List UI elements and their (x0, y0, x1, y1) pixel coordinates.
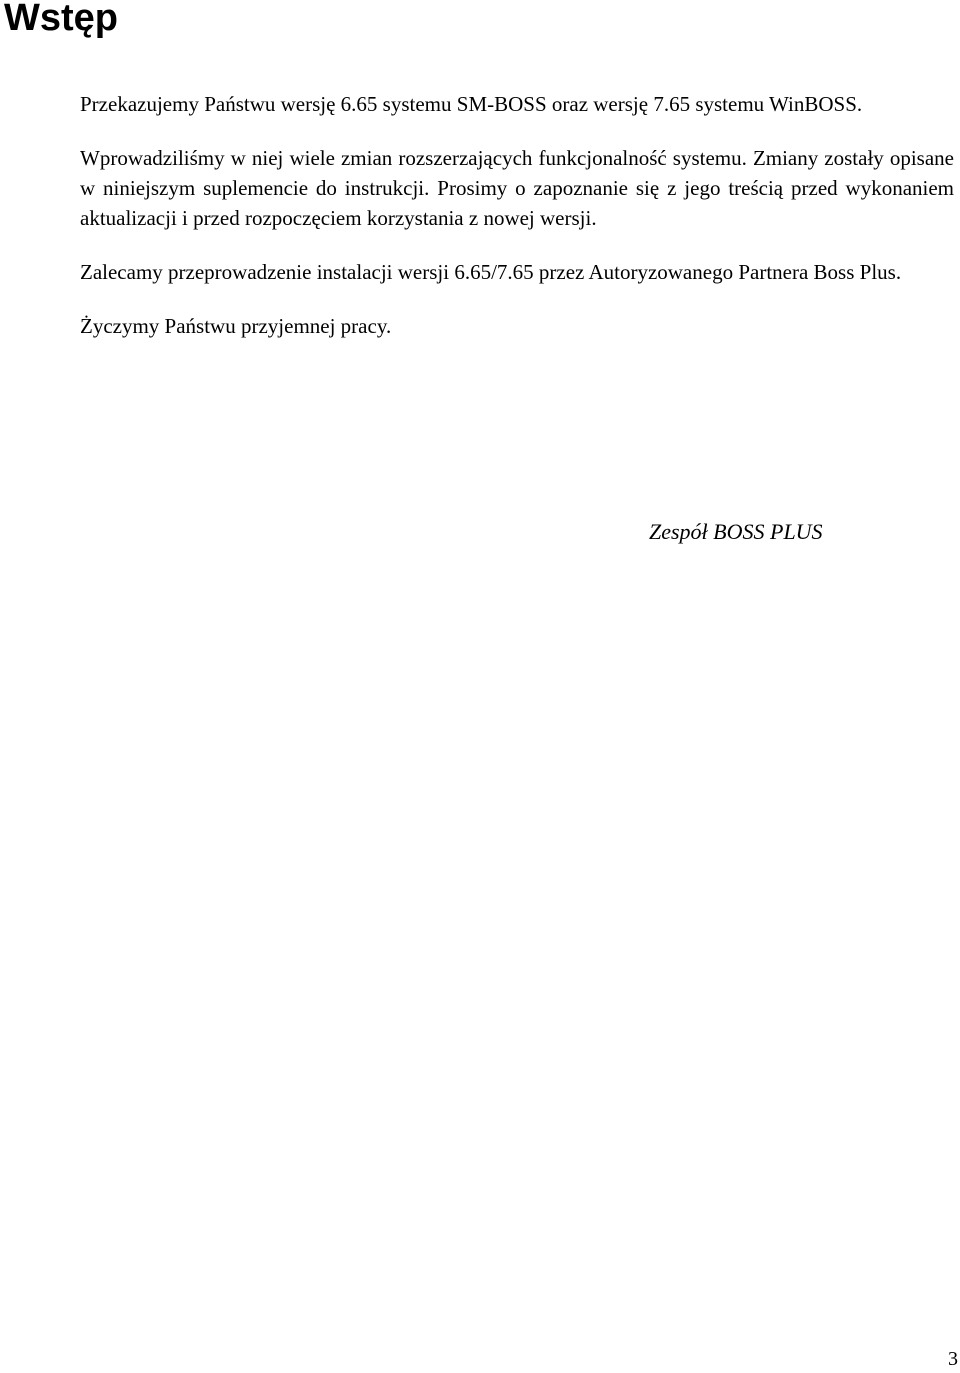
paragraph-intro: Przekazujemy Państwu wersję 6.65 systemu SM-BOSS oraz wersję 7.65 systemu WinBOSS. (80, 92, 863, 116)
paragraph-recommendation: Zalecamy przeprowadzenie instalacji wersji 6.65/7.65 przez Autoryzowanego Partnera Boss Plus. (80, 260, 902, 284)
paragraph-changes: Wprowadziliśmy w niej wiele zmian rozszerzających funkcjonalność systemu. Zmiany zostały opisane w niniejszym suplemencie do instrukcji. Prosimy o zapoznanie się z jego treścią przed wykonaniem aktualizacji i przed rozpoczęciem korzystania z nowej wersji. (80, 146, 954, 230)
document-body (80, 89, 954, 365)
paragraph-closing: Życzymy Państwu przyjemnej pracy. (80, 314, 392, 338)
signature: Zespół BOSS PLUS (649, 519, 823, 544)
page-number: 3 (948, 1348, 958, 1370)
page-title: Wstęp (4, 0, 118, 39)
